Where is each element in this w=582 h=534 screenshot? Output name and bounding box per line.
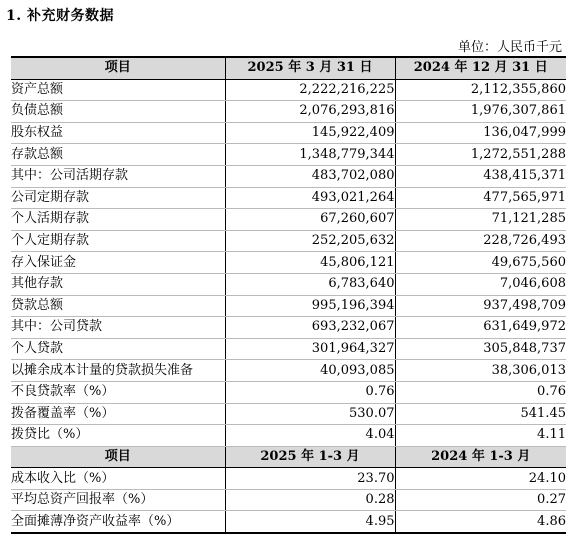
table-row [11,468,566,490]
value-prior: 38,306,013 [395,360,566,382]
table-row [11,79,566,101]
row-label: 其他存款 [11,273,225,295]
table-row [11,338,566,360]
value-current: 6,783,640 [225,273,395,295]
row-label: 全面摊薄净资产收益率（%） [11,511,225,533]
row-label: 存款总额 [11,144,225,166]
value-current: 483,702,080 [225,165,395,187]
table-row [11,122,566,144]
table-row [11,209,566,231]
value-prior: 1,976,307,861 [395,101,566,123]
value-prior: 305,848,737 [395,338,566,360]
row-label: 股东权益 [11,122,225,144]
table-row [11,273,566,295]
row-label: 以摊余成本计量的贷款损失准备 [11,360,225,382]
table-row [11,381,566,403]
value-current: 2,222,216,225 [225,79,395,101]
value-current: 4.95 [225,511,395,533]
table-row [11,187,566,209]
table-row [11,144,566,166]
value-current: 67,260,607 [225,209,395,231]
table-row [11,317,566,339]
row-label: 不良贷款率（%） [11,381,225,403]
table-row [11,165,566,187]
value-prior: 631,649,972 [395,317,566,339]
value-current: 4.04 [225,425,395,447]
row-label: 拨备覆盖率（%） [11,403,225,425]
value-current: 301,964,327 [225,338,395,360]
financial-data-table [11,56,566,534]
value-current: 40,093,085 [225,360,395,382]
row-label: 其中：公司贷款 [11,317,225,339]
value-current: 2,076,293,816 [225,101,395,123]
value-current: 0.76 [225,381,395,403]
value-current: 1,348,779,344 [225,144,395,166]
value-prior: 937,498,709 [395,295,566,317]
header-item: 项目 [11,446,225,468]
header-period-prior: 2024 年 12 月 31 日 [395,57,566,79]
value-prior: 541.45 [395,403,566,425]
value-current: 530.07 [225,403,395,425]
row-label: 成本收入比（%） [11,468,225,490]
value-prior: 136,047,999 [395,122,566,144]
value-prior: 228,726,493 [395,230,566,252]
value-prior: 4.11 [395,425,566,447]
table-row [11,425,566,447]
table-row [11,403,566,425]
row-label: 其中：公司活期存款 [11,165,225,187]
table-header-row [11,446,566,468]
value-current: 45,806,121 [225,252,395,274]
table-row [11,295,566,317]
table-row [11,230,566,252]
row-label: 贷款总额 [11,295,225,317]
table-row [11,489,566,511]
table-header-row [11,57,566,79]
table-row [11,252,566,274]
row-label: 个人活期存款 [11,209,225,231]
row-label: 拨贷比（%） [11,425,225,447]
row-label: 平均总资产回报率（%） [11,489,225,511]
table-row [11,360,566,382]
value-prior: 7,046,608 [395,273,566,295]
value-current: 145,922,409 [225,122,395,144]
value-prior: 24.10 [395,468,566,490]
row-label: 公司定期存款 [11,187,225,209]
value-prior: 4.86 [395,511,566,533]
table-row [11,101,566,123]
value-current: 0.28 [225,489,395,511]
header-period-current: 2025 年 1-3 月 [225,446,395,468]
value-current: 252,205,632 [225,230,395,252]
row-label: 存入保证金 [11,252,225,274]
value-prior: 477,565,971 [395,187,566,209]
value-current: 493,021,264 [225,187,395,209]
header-period-prior: 2024 年 1-3 月 [395,446,566,468]
value-prior: 0.27 [395,489,566,511]
value-current: 693,232,067 [225,317,395,339]
value-prior: 2,112,355,860 [395,79,566,101]
table-row [11,511,566,533]
row-label: 负债总额 [11,101,225,123]
value-prior: 49,675,560 [395,252,566,274]
unit-label: 单位：人民币千元 [457,40,562,55]
value-current: 995,196,394 [225,295,395,317]
row-label: 个人贷款 [11,338,225,360]
value-prior: 438,415,371 [395,165,566,187]
value-prior: 1,272,551,288 [395,144,566,166]
value-prior: 71,121,285 [395,209,566,231]
row-label: 资产总额 [11,79,225,101]
value-prior: 0.76 [395,381,566,403]
header-period-current: 2025 年 3 月 31 日 [225,57,395,79]
section-title: 1. 补充财务数据 [6,8,114,24]
value-current: 23.70 [225,468,395,490]
header-item: 项目 [11,57,225,79]
row-label: 个人定期存款 [11,230,225,252]
